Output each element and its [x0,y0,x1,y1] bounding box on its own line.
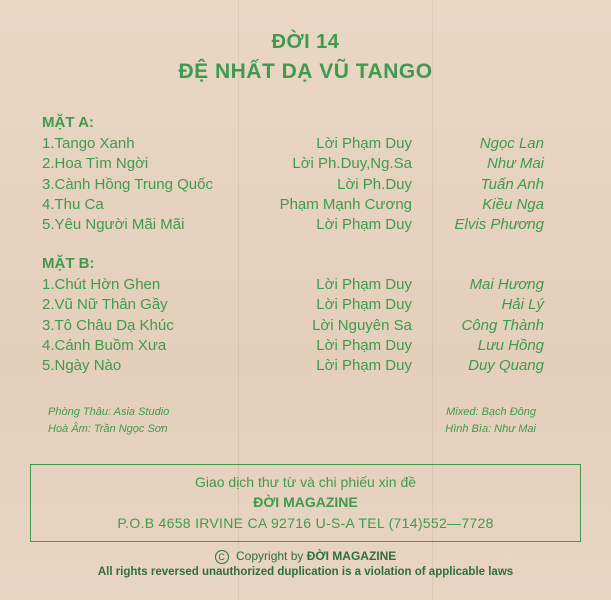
track-row [42,337,544,357]
track-title: 4.Cánh Buồm Xưa [42,337,167,354]
contact-box [30,464,581,542]
track-row [42,216,544,236]
track-title: 5.Ngày Nào [42,357,122,374]
copyright-owner: ĐỜI MAGAZINE [306,549,397,563]
track-row [42,155,544,175]
track-row [42,176,544,196]
track-credit: Lời Phạm Duy [316,337,412,354]
track-artist: Công Thành [461,317,544,334]
track-title: 2.Hoa Tìm Ngời [42,155,149,172]
track-title: 2.Vũ Nữ Thân Gầy [42,296,168,313]
track-artist: Như Mai [486,155,544,172]
track-credit: Lời Nguyên Sa [312,317,412,334]
track-row [42,296,544,316]
track-credit: Phạm Mạnh Cương [279,196,412,213]
track-title: 3.Cành Hồng Trung Quốc [42,176,213,193]
track-artist: Ngọc Lan [479,135,544,152]
track-artist: Kiều Nga [482,196,544,213]
track-artist: Tuấn Anh [480,176,544,193]
track-row [42,317,544,337]
contact-company: ĐỜI MAGAZINE [253,494,358,510]
contact-instruction: Giao dịch thư từ và chi phiếu xin đề [194,474,417,490]
track-artist: Hải Lý [501,296,544,313]
track-row [42,357,544,377]
track-credit: Lời Ph.Duy [337,176,412,193]
track-artist: Duy Quang [468,357,544,374]
track-credit: Lời Phạm Duy [316,357,412,374]
track-row [42,135,544,155]
contact-address: P.O.B 4658 IRVINE CA 92716 U-S-A TEL (714)552—7728 [117,515,494,531]
track-credit: Lời Phạm Duy [316,216,412,233]
track-row [42,276,544,296]
track-artist: Lưu Hồng [477,337,544,354]
track-title: 5.Yêu Người Mãi Mãi [42,216,185,233]
album-subtitle: ĐỆ NHẤT DẠ VŨ TANGO [178,60,433,83]
track-title: 1.Chút Hờn Ghen [42,276,161,293]
arrangement-credit: Hoà Âm: Trần Ngọc Sơn [48,423,168,435]
rights-notice: All rights reversed unauthorized duplication is a violation of applicable laws [97,566,514,578]
track-artist: Mai Hương [469,276,544,293]
side-b-heading: MẶT B: [42,255,95,272]
copyright-line [0,549,611,564]
cover-art-credit: Hình Bìa: Như Mai [445,423,536,435]
track-title: 4.Thu Ca [42,196,104,213]
track-credit: Lời Phạm Duy [316,135,412,152]
track-credit: Lời Phạm Duy [316,296,412,313]
track-artist: Elvis Phương [454,216,544,233]
track-title: 1.Tango Xanh [42,135,135,152]
track-row [42,196,544,216]
side-a-heading: MẶT A: [42,114,94,131]
track-credit: Lời Phạm Duy [316,276,412,293]
copyright-prefix: Copyright by [236,549,304,563]
track-title: 3.Tô Châu Dạ Khúc [42,317,174,334]
studio-credit: Phòng Thâu: Asia Studio [48,406,170,418]
track-credit: Lời Ph.Duy,Ng.Sa [292,155,412,172]
album-title: ĐỜI 14 [271,31,340,53]
mixing-credit: Mixed: Bạch Đông [446,406,536,418]
copyright-icon: C [215,550,229,564]
